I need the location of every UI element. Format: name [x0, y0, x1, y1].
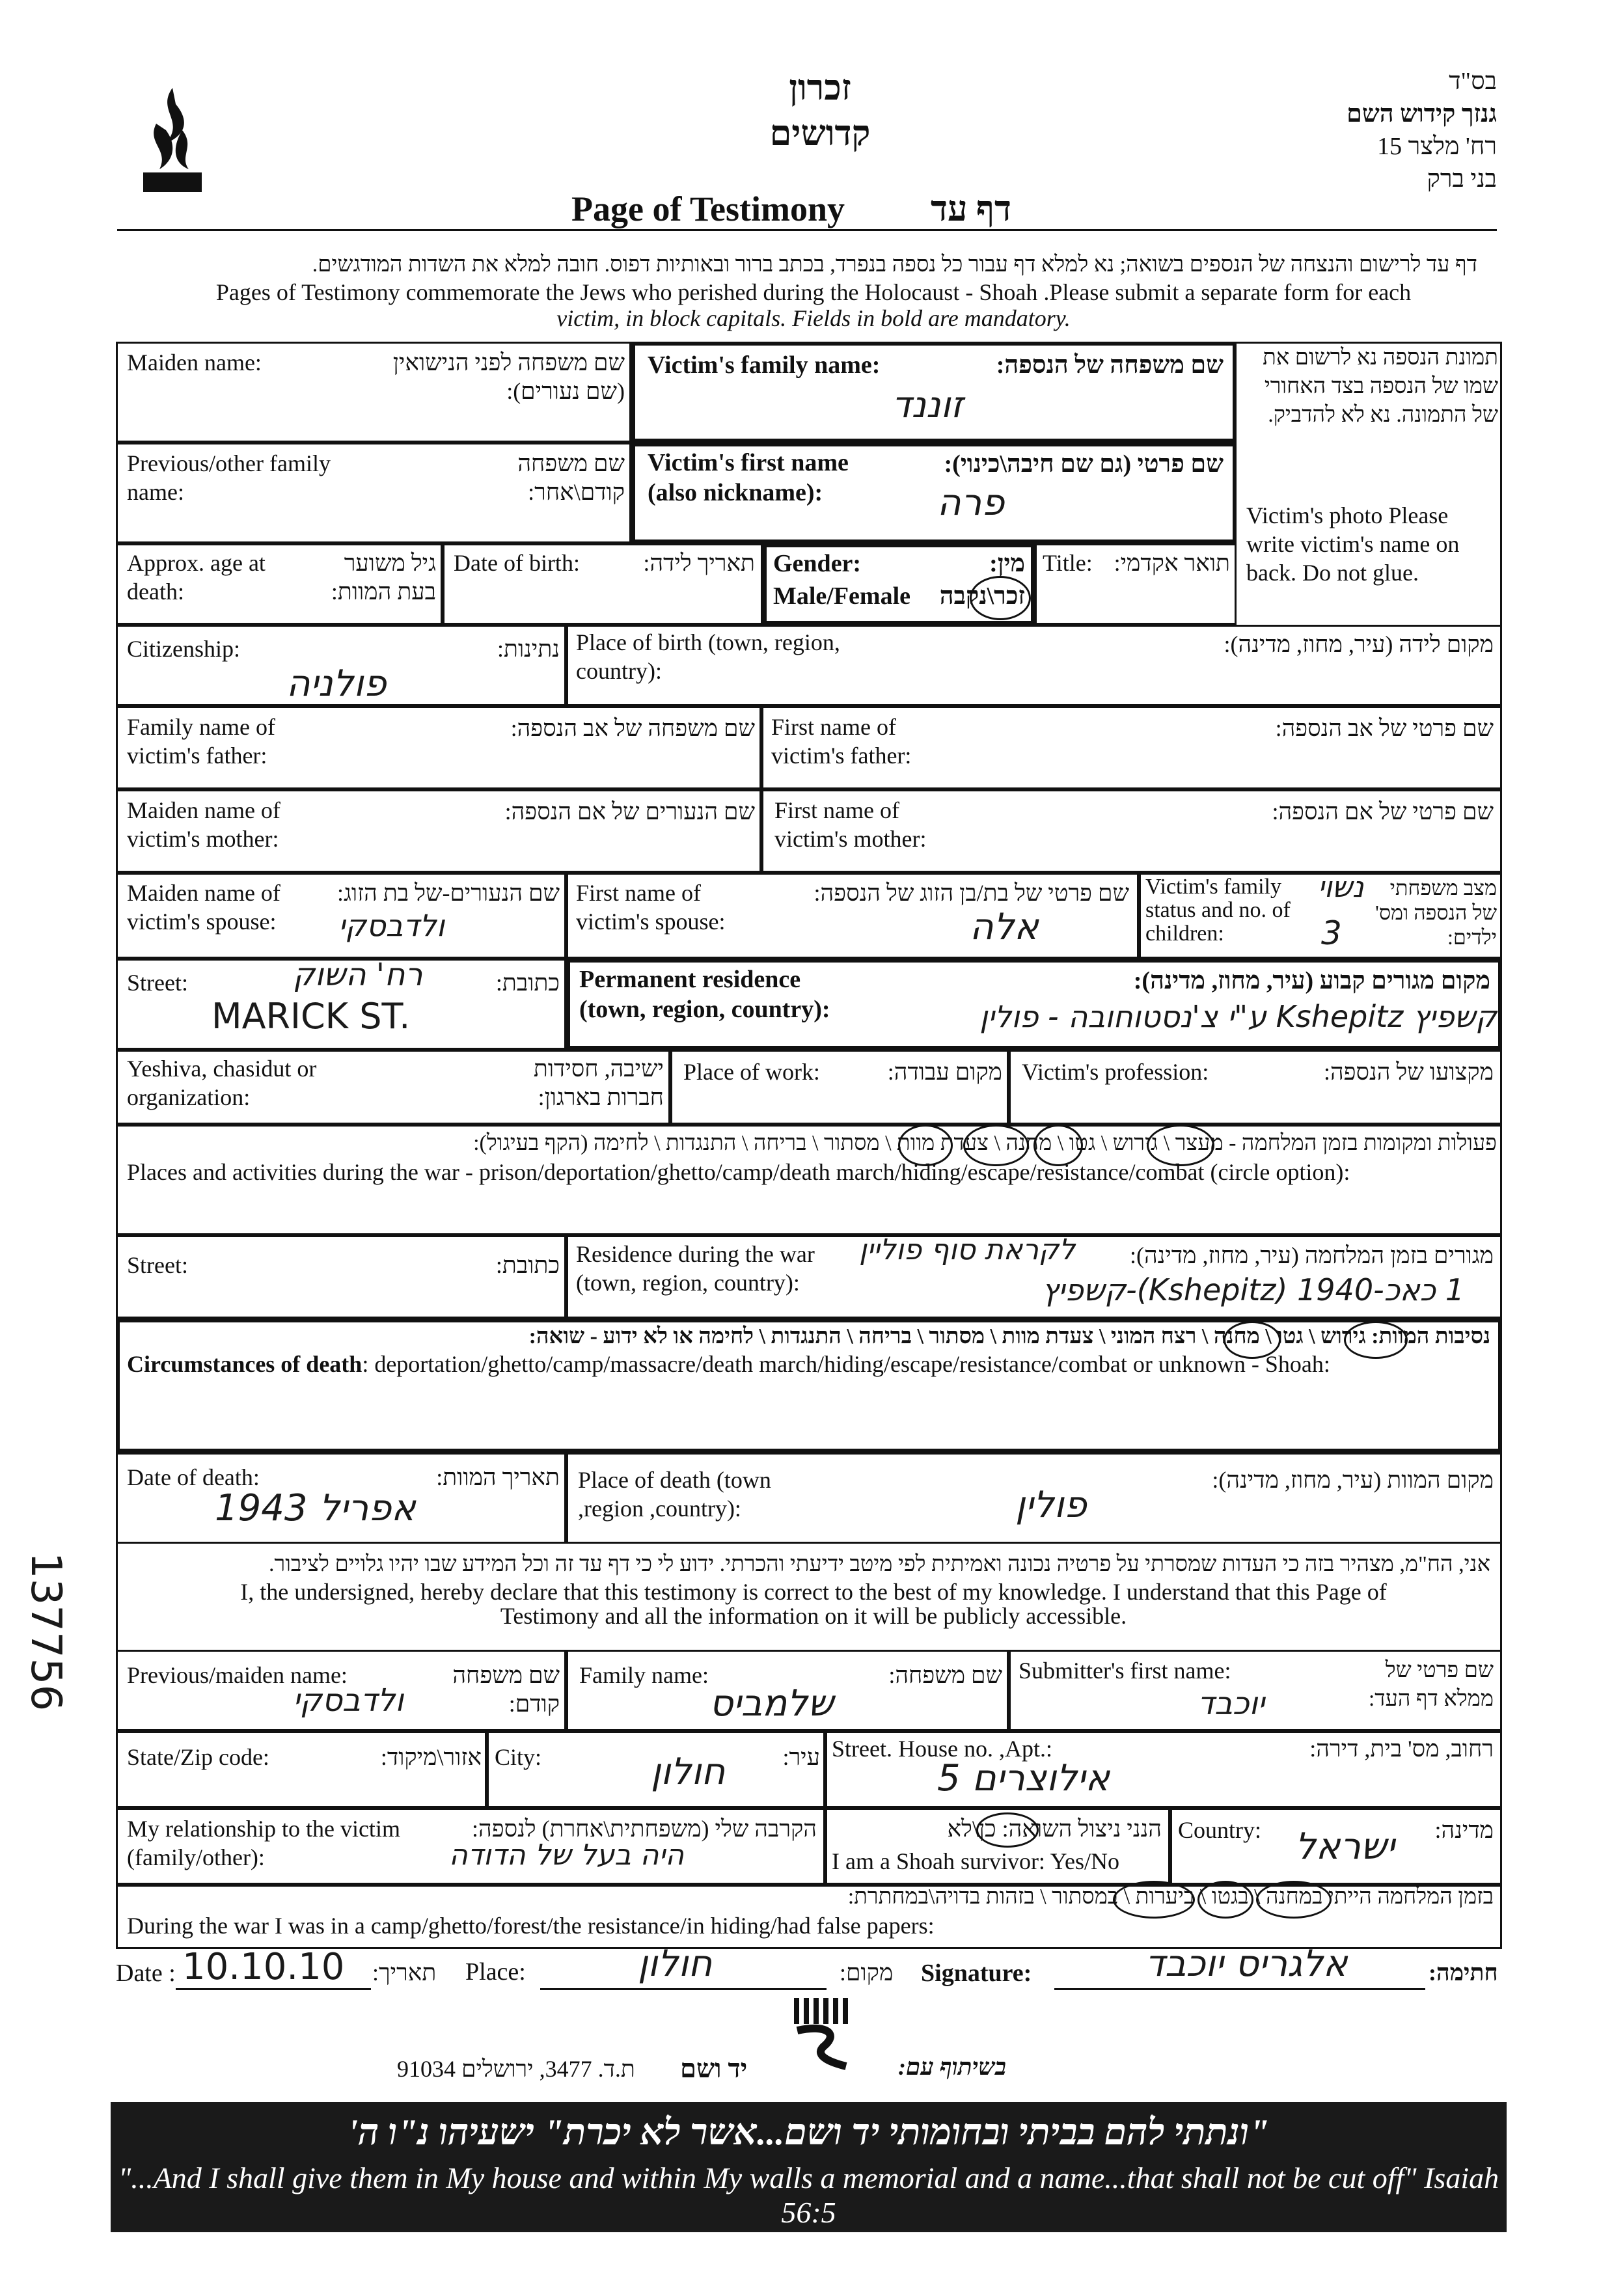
- circumstance-circle-camp: [1224, 1321, 1281, 1359]
- sub-relation-label-he: הקרבה שלי (משפחתית\אחרת) לנספה:: [472, 1816, 817, 1842]
- sub-prev-maiden-value: ולדבסקי: [293, 1682, 404, 1719]
- citizenship-label-he: נתינות:: [497, 636, 560, 662]
- sub-street-label: Street. House no. ,Apt.:: [832, 1736, 1052, 1762]
- war-activities-label-he: פעולות ומקומות בזמן המלחמה - מעצר \ גירוש \ גטו \ מחנה \ צעדת מוות \ מסתור \ בריחה \ התנגדות \ לחימה (הקף בעיגול):: [473, 1131, 1497, 1155]
- sub-first-label: Submitter's first name:: [1019, 1658, 1231, 1684]
- war-residence-label-he: מגורים בזמן המלחמה (עיר, מחוז, מדינה):: [1129, 1242, 1494, 1268]
- sub-zip-label: State/Zip code:: [127, 1744, 269, 1770]
- yeshiva-label: Yeshiva, chasidut or organization:: [127, 1056, 317, 1110]
- family-status-label: Victim's family status and no. of children:: [1145, 875, 1291, 946]
- war-residence-label: Residence during the war (town, region, country):: [576, 1241, 815, 1296]
- date-label-he: תאריך:: [372, 1960, 437, 1986]
- sub-prev-maiden-label-he: שם משפחה קודם:: [452, 1662, 560, 1717]
- street-value-he: רח' השוק: [293, 957, 423, 993]
- declaration-en-1: I, the undersigned, hereby declare that this testimony is correct to the best of my knowledge. I understand that this Page of: [240, 1579, 1387, 1605]
- sub-first-label-he: שם פרטי של ממלא דף העד:: [1368, 1658, 1494, 1711]
- maiden-name-label: Maiden name:: [127, 349, 262, 376]
- activity-circle-death-march: [898, 1125, 953, 1166]
- sub-relation-label: My relationship to the victim (family/other):: [127, 1816, 400, 1870]
- sub-war-label: During the war I was in a camp/ghetto/forest/the resistance/in hiding/had false papers:: [127, 1913, 935, 1939]
- father-family-label: Family name of victim's father:: [127, 714, 275, 769]
- mother-maiden-label: Maiden name of victim's mother:: [127, 797, 280, 852]
- family-status-value: נשוי: [1318, 871, 1364, 904]
- spouse-first-label: First name of victim's spouse:: [576, 880, 726, 935]
- profession-label-he: מקצועו של הנספה:: [1323, 1059, 1494, 1085]
- sub-family-label: Family name:: [579, 1662, 709, 1688]
- place-label-he: מקום:: [840, 1960, 894, 1986]
- citizenship-value: פולניה: [286, 663, 387, 705]
- work-label: Place of work:: [683, 1059, 820, 1085]
- quote-en: "...And I shall give them in My house and within My walls a memorial and a name...that shall not be cut off" Isaiah 56:5: [118, 2161, 1499, 2229]
- war-camp-circle: [1256, 1881, 1332, 1919]
- title-he-2: קדושים: [769, 114, 871, 153]
- title-he-1: זכרון: [789, 68, 851, 107]
- photo-instructions-he: תמונת הנספה נא לרשום את שמו של הנספה בצד האחורי של התמונה. נא לא להדביק.: [1263, 346, 1498, 427]
- war-residence-value-1: לקראת סוף פוליין: [859, 1233, 1076, 1266]
- place-value[interactable]: חולון: [638, 1943, 713, 1985]
- family-status-label-he: מצב משפחתי של הנספה ומס' ילדים:: [1375, 876, 1497, 949]
- mother-first-label-he: שם פרטי של אם הנספה:: [1272, 799, 1494, 825]
- place-death-value: פולין: [1015, 1484, 1087, 1526]
- yeshiva-label-he: ישיבה, חסידות חברות בארגון:: [533, 1056, 664, 1110]
- war-forest-circle: [1113, 1881, 1195, 1919]
- street-label: Street:: [127, 970, 188, 996]
- circumstances-label-rest: : deportation/ghetto/camp/massacre/death march/hiding/escape/resistance/combat or unknown - Shoah:: [362, 1351, 1330, 1377]
- sub-street-value: אילוצרים 5: [937, 1757, 1110, 1799]
- street-label-he: כתובת:: [495, 970, 560, 996]
- declaration-en-2: Testimony and all the information on it will be publicly accessible.: [500, 1603, 1127, 1629]
- place-birth-label: Place of birth (town, region, country):: [576, 629, 840, 684]
- work-label-he: מקום עבודה:: [887, 1059, 1002, 1085]
- title-label-he: תואר אקדמי:: [1114, 550, 1230, 576]
- page-of-testimony-title: Page of Testimony: [571, 189, 845, 228]
- yad-vashem-name: יד ושם: [680, 2054, 748, 2083]
- war-ghetto-circle: [1197, 1881, 1253, 1919]
- maiden-name-label-he: שם משפחה לפני הנישואין (שם נעורים):: [392, 349, 625, 404]
- perm-residence-label-he: מקום מגורים קבוע (עיר, מחוז, מדינה):: [1133, 967, 1490, 994]
- place-death-label-he: מקום המוות (עיר, מחוז, מדינה):: [1212, 1467, 1494, 1493]
- mother-maiden-label-he: שם הנעורים של אם הנספה:: [504, 799, 755, 825]
- sub-zip-label-he: אזור\מיקוד:: [380, 1744, 482, 1770]
- victim-first-value: פרה: [937, 482, 1005, 524]
- date-underline: [176, 1988, 371, 1990]
- spouse-maiden-label-he: שם הנעורים-של בת הזוג:: [337, 880, 560, 906]
- instructions-he: דף עד לרישום והנצחה של הנספים בשואה; נא למלא דף עבור כל נספה בנפרד, בכתב ברור ובאותיות דפוס. חובה למלא את השדות המודגשים.: [312, 253, 1477, 277]
- yad-vashem-address: ת.ד. 3477, ירושלים 91034: [397, 2056, 635, 2082]
- survivor-yes-circle: [976, 1812, 1039, 1848]
- sub-street-label-he: רחוב, מס' בית, דירה:: [1309, 1736, 1494, 1762]
- sub-country-value: ישראל: [1295, 1825, 1395, 1868]
- sub-first-value: יוכבד: [1197, 1686, 1265, 1722]
- sub-city-value: חולון: [651, 1751, 726, 1793]
- quote-he: "ונתתי להם בביתי ובחומותי יד ושם...אשר לא יכרת" ישעיהו נ"ו ה': [348, 2112, 1270, 2153]
- title-underline: [117, 229, 1497, 231]
- spouse-first-label-he: שם פרטי של בת/בן הזוג של הנספה:: [814, 880, 1129, 906]
- zikaron-title: [742, 65, 898, 156]
- org-line-3: רח' מלצר 15: [1377, 133, 1497, 160]
- sub-family-value: שלמביס: [709, 1682, 834, 1725]
- title-label: Title:: [1043, 550, 1093, 576]
- org-line-2: גנזך קידוש השם: [1347, 100, 1497, 128]
- place-death-label: Place of death (town ,region ,country):: [578, 1467, 771, 1522]
- instructions-en-2: victim, in block capitals. Fields in bold are mandatory.: [556, 305, 1071, 331]
- activity-circle-camp: [963, 1125, 1029, 1166]
- gender-label: Gender:: [773, 550, 862, 577]
- street-value-en: MARICK ST.: [212, 996, 411, 1037]
- victim-family-label: Victim's family name:: [648, 351, 881, 379]
- gender-male-circle: [970, 576, 1031, 620]
- margin-number: 137756: [21, 1551, 70, 1712]
- gender-label-2: Male/Female: [773, 582, 911, 610]
- sub-prev-maiden-label: Previous/maiden name:: [127, 1662, 348, 1688]
- circumstances-label: [127, 1350, 1494, 1378]
- gender-label-he: מין:: [989, 550, 1025, 577]
- perm-residence-label: Permanent residence (town, region, country):: [579, 966, 830, 1023]
- victim-family-value: זוננד: [892, 384, 964, 426]
- org-line-1: בס"ד: [1449, 68, 1497, 95]
- sub-country-label-he: מדינה:: [1434, 1817, 1494, 1843]
- photo-instructions-en: Victim's photo Please write victim's name on back. Do not glue.: [1246, 502, 1460, 586]
- father-family-label-he: שם משפחה של אב הנספה:: [510, 715, 755, 741]
- instructions-en-1: Pages of Testimony commemorate the Jews who perished during the Holocaust - Shoah .Please submit a separate form for each: [215, 279, 1412, 305]
- activity-circle-prison: [1147, 1125, 1214, 1166]
- sub-war-label-he: בזמן המלחמה הייתי במחנה \ בגטו \ ביערות \ במסתור \ בזהות בדויה\במחתרת:: [847, 1885, 1494, 1909]
- date-death-label: Date of death:: [127, 1464, 260, 1490]
- war-residence-value-2: 1 כאכ-1940 (Kshepitz)-קשפיץ: [1042, 1272, 1464, 1307]
- profession-label: Victim's profession:: [1022, 1059, 1209, 1085]
- victim-first-label: Victim's first name (also nickname):: [648, 449, 849, 506]
- org-line-4: בני ברק: [1427, 165, 1497, 193]
- mother-first-label: First name of victim's mother:: [774, 797, 927, 852]
- father-first-label: First name of victim's father:: [771, 714, 912, 769]
- org-header: [1171, 65, 1497, 195]
- signature-value[interactable]: אלגריס יוכבד: [1145, 1943, 1348, 1985]
- citizenship-label: Citizenship:: [127, 636, 240, 662]
- declaration-he: אני, הח"מ, מצהיר בזה כי העדות שמסרתי על פרטיה נכונה ואמיתית לפי מיטב ידיעתי והכרתי. ידוע לי כי דף עד זה וכל המידע שבו יהיו גלויים לציבור.: [269, 1552, 1490, 1576]
- victim-family-label-he: שם משפחה של הנספה:: [996, 351, 1224, 379]
- circumstances-label-bold: Circumstances of death: [127, 1351, 362, 1377]
- date-label: Date :: [116, 1960, 176, 1987]
- sub-survivor-label: I am a Shoah survivor: Yes/No: [832, 1848, 1119, 1874]
- prev-family-label-he: שם משפחה קודם\אחר:: [517, 450, 625, 505]
- page-of-testimony-he: דף עד: [931, 189, 1011, 228]
- sub-city-label-he: עיר:: [782, 1744, 820, 1770]
- place-birth-label-he: מקום לידה (עיר, מחוז, מדינה):: [1224, 631, 1494, 657]
- partner-label: בשיתוף עם:: [898, 2054, 1006, 2080]
- perm-residence-value: קשפיץ Kshepitz ע"י צ'נסטוחובה - פולין: [979, 999, 1497, 1034]
- date-value[interactable]: 10.10.10: [182, 1946, 345, 1988]
- prev-family-label: Previous/other family name:: [127, 450, 331, 505]
- dob-label: Date of birth:: [454, 550, 580, 576]
- circumstance-circle-deportation: [1344, 1321, 1408, 1359]
- gender-label-he-2: זכר\נקבה: [939, 582, 1025, 610]
- signature-label: Signature:: [921, 1960, 1032, 1987]
- yad-vashem-logo-icon: [787, 1995, 859, 2073]
- war-street-label-he: כתובת:: [495, 1252, 560, 1278]
- activity-circle-ghetto: [1033, 1125, 1083, 1166]
- spouse-maiden-label: Maiden name of victim's spouse:: [127, 880, 280, 935]
- father-first-label-he: שם פרטי של אב הנספה:: [1275, 715, 1494, 741]
- age-label: Approx. age at death:: [127, 550, 266, 605]
- place-label: Place:: [465, 1958, 526, 1986]
- sub-survivor-label-he: הנני ניצול השואה: כן\לא: [947, 1816, 1162, 1842]
- children-count-value: 3: [1321, 914, 1342, 952]
- date-death-value: אפריל 1943: [215, 1487, 416, 1529]
- sub-country-label: Country:: [1178, 1817, 1262, 1843]
- spouse-first-value: אלה: [970, 906, 1039, 948]
- sub-family-label-he: שם משפחה:: [888, 1662, 1002, 1688]
- war-street-label: Street:: [127, 1252, 188, 1278]
- logo-icon: [137, 85, 208, 195]
- circumstances-label-he: נסיבות המוות: גירוש \ גטו \ מחנה \ רצח המוני \ צעדת מוות \ מסתור \ בריחה \ התנגדות \ לחימה או לא ידוע - שואה:: [528, 1324, 1490, 1348]
- place-underline: [540, 1988, 827, 1990]
- dob-label-he: תאריך לידה:: [643, 550, 755, 576]
- signature-underline: [1054, 1988, 1425, 1990]
- signature-label-he: חתימה:: [1429, 1960, 1498, 1986]
- sub-relation-value: היה בעל של הדודה: [449, 1838, 684, 1872]
- victim-first-label-he: שם פרטי (גם שם חיבה\כינוי):: [944, 450, 1224, 478]
- war-activities-label: Places and activities during the war - prison/deportation/ghetto/camp/death march/hiding/escape/resistance/combat (circle option):: [127, 1159, 1350, 1185]
- sub-city-label: City:: [495, 1744, 542, 1770]
- spouse-maiden-value: ולדבסקי: [338, 908, 445, 943]
- age-label-he: גיל משוער בעת המוות:: [331, 550, 436, 605]
- date-death-label-he: תאריך המוות:: [436, 1464, 560, 1490]
